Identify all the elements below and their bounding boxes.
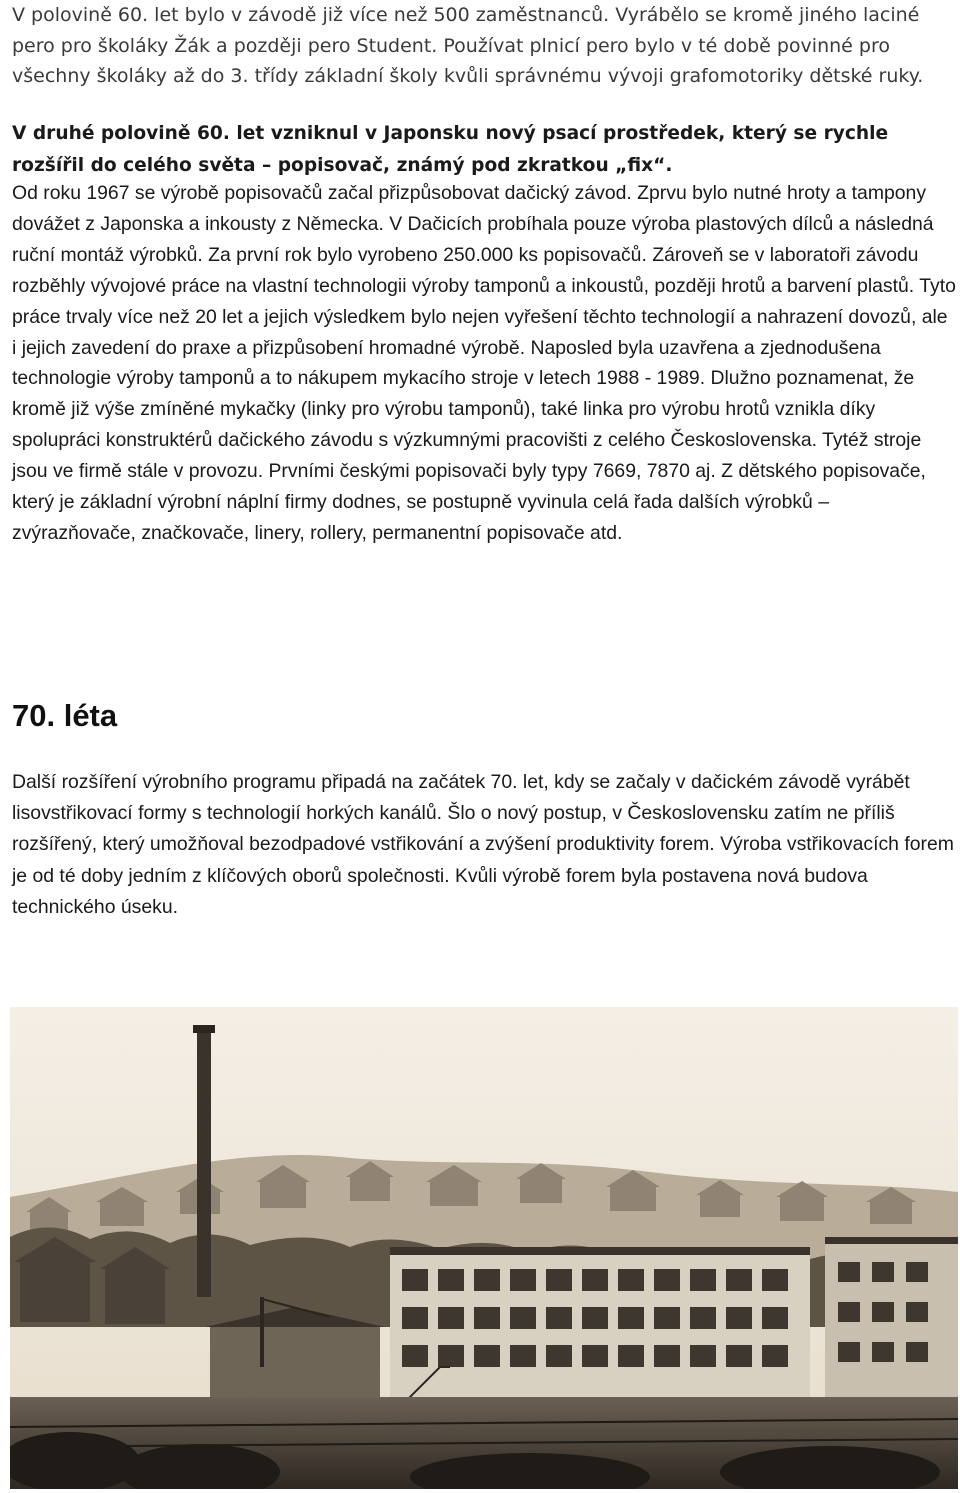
factory-photo-illustration (10, 1007, 958, 1489)
photo-right-building (825, 1237, 958, 1407)
section-70s-paragraph: Další rozšíření výrobního programu připadá na začátek 70. let, kdy se začaly v dačickém závodě vyrábět lisovstřikovací formy s technologií horkých kanálů. Šlo o nový postup, v Československu zatím ne příliš rozšířený, který umožňoval bezodpadové vstřikování a zvýšení produktivity forem. Výroba vstřikovacích forem je od té doby jedním z klíčových oborů společnosti. Kvůli výrobě forem byla postavena nová budova technického úseku. (12, 771, 954, 918)
photo-factory-chimney (197, 1027, 211, 1297)
factory-photo (10, 1007, 958, 1489)
section-heading-70s: 70. léta (12, 698, 118, 733)
intro-paragraph: V polovině 60. let bylo v závodě již více než 500 zaměstnanců. Vyrábělo se kromě jiného laciné pero pro školáky Žák a později pero Student. Používat plnicí pero bylo v té době povinné pro všechny školáky až do 3. třídy základní školy kvůli správnému vývoji grafomotoriky dětské ruky. (12, 4, 924, 87)
fix-invention-paragraph: V druhé polovině 60. let vzniknul v Japonsku nový psací prostředek, který se rychle rozšířil do celého světa – popisovač, známý pod zkratkou „fix“. (12, 123, 889, 176)
photo-main-factory-building (390, 1247, 810, 1402)
marker-production-paragraph: Od roku 1967 se výrobě popisovačů začal přizpůsobovat dačický závod. Zprvu bylo nutné hroty a tampony dovážet z Japonska a inkousty z Německa. V Dačicích probíhala pouze výroba plastových dílců a následná ruční montáž výrobků. Za první rok bylo vyrobeno 250.000 ks popisovačů. Zároveň se v laboratoři závodu rozběhly vývojové práce na vlastní technologii výroby tamponů a inkoustů, později hrotů a barvení plastů. Tyto práce trvaly více než 20 let a jejich výsledkem bylo nejen vyřešení těchto technologií a nahrazení dovozů, ale i jejich zavedení do praxe a přizpůsobení hromadné výrobě. Naposled byla uzavřena a zjednodušena technologie výroby tamponů a to nákupem mykacího stroje v letech 1988 - 1989. Dlužno poznamenat, že kromě již výše zmíněné mykačky (linky pro výrobu tamponů), také linka pro výrobu hrotů vznikla díky spolupráci konstruktérů dačického závodu s výzkumnými pracovišti z celého Československa. Tytéž stroje jsou ve firmě stále v provozu. Prvními českými popisovači byly typy 7669, 7870 aj. Z dětského popisovače, který je základní výrobní náplní firmy dodnes, se postupně vyvinula celá řada dalších výrobků – zvýrazňovače, značkovače, linery, rollery, permanentní popisovače atd. (12, 182, 956, 544)
